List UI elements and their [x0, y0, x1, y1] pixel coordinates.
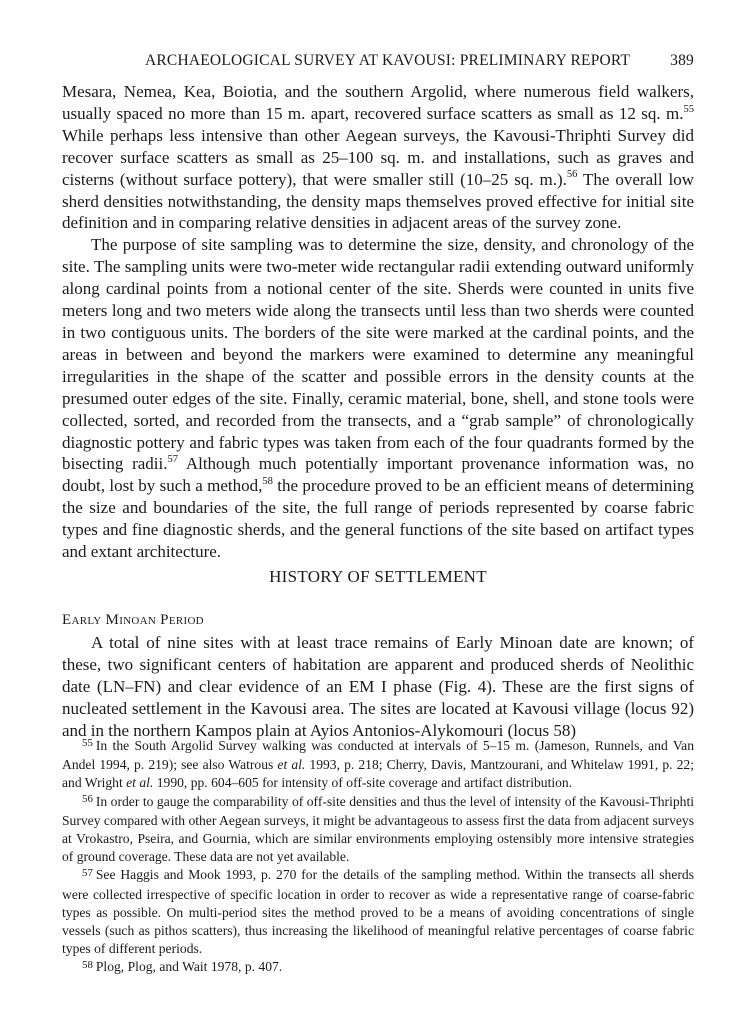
footnote-number: 55	[82, 737, 93, 750]
footnote-number: 56	[82, 792, 93, 805]
running-title: ARCHAEOLOGICAL SURVEY AT KAVOUSI: PRELIMINARY REPORT	[145, 52, 631, 69]
footnote-ref-58[interactable]: 58	[262, 476, 273, 488]
paragraph-site-sampling: The purpose of site sampling was to determine the size, density, and chronology of the site. The sampling units were two-meter wide rectangular radii extending outward uniformly along cardinal points from a notional center of the site. Sherds were counted in units five meters long and two meters wide along the transects until less than two sherds were counted in two contiguous units. The borders of the site were marked at the cardinal points, and the areas in between and beyond the markers were examined to determine any meaningful irregularities in the shape of the scatter and possible errors in the density counts at the presumed outer edges of the site. Finally, ceramic material, bone, shell, and stone tools were collected, sorted, and recorded from the transects, and a “grab sample” of chronologically diagnostic pottery and fabric types was taken from each of the four quadrants formed by the bisecting radii.$^{57}$ Although much potentially important provenance information was, no doubt, lost by such a method,$^{58}$ the procedure proved to be an efficient means of determining the size and boundaries of the site, the full range of periods represented by coarse fabric types and fine diagnostic sherds, and the general functions of the site based on artifact types and extant architecture.	[62, 235, 695, 562]
section-text	[62, 632, 694, 742]
footnote-ref-55[interactable]: 55	[683, 103, 694, 115]
footnote-55: $^{55}$ In the South Argolid Survey walking was conducted at intervals of 5–15 m. (Jameson, Runnels, and Van Andel 1994, p. 219); see also Watrous et al. 1993, p. 218; Cherry, Davis, Mantzourani, and Whitelaw 1991, p. 22; and Wright et al. 1990, pp. 604–605 for intensity of off-site coverage and artifact distribution.	[62, 737, 694, 791]
footnote-number: 58	[82, 958, 93, 971]
paragraph-density-comparison: Mesara, Nemea, Kea, Boiotia, and the southern Argolid, where numerous field walkers, usually spaced no more than 15 m. apart, recovered surface scatters as small as 12 sq. m.$^{55}$ While perhaps less intensive than other Aegean surveys, the Kavousi-Thriphti Survey did recover surface scatters as small as 25–100 sq. m. and installations, such as graves and cisterns (without surface pottery), that were smaller still (10–25 sq. m.).$^{56}$ The overall low sherd densities notwithstanding, the density maps themselves proved effective for initial site definition and in comparing relative densities in adjacent areas of the survey zone.	[62, 82, 694, 233]
body-text	[62, 81, 694, 563]
page-number: 389	[670, 52, 694, 69]
footnote-number: 57	[82, 866, 93, 879]
footnote-58: $^{58}$ Plog, Plog, and Wait 1978, p. 407.	[82, 958, 283, 975]
paragraph-early-minoan: A total of nine sites with at least trace remains of Early Minoan date are known; of these, two significant centers of habitation are apparent and produced sherds of Neolithic date (LN–FN) and clear evidence of an EM I phase (Fig. 4). These are the first signs of nucleated settlement in the Kavousi area. The sites are located at Kavousi village (locus 92) and in the northern Kampos plain at Ayios Antonios-Alykomouri (locus 58)	[62, 633, 694, 740]
subsection-heading: Early Minoan Period	[62, 612, 204, 628]
footnote-56: $^{56}$ In order to gauge the comparability of off-site densities and thus the level of intensity of the Kavousi-Thriphti Survey compared with other Aegean surveys, it might be advantageous to assess first the data from adjacent surveys at Vrokastro, Pseira, and Gournia, which are similar environments employing ostensibly more intensive strategies of ground coverage. These data are not yet available.	[62, 792, 694, 865]
footnotes	[62, 737, 694, 978]
footnote-57: $^{57}$ See Haggis and Mook 1993, p. 270 for the details of the sampling method. Within the transects all sherds were collected irrespective of specific location in order to recover as wide a representative range of coarse-fabric types as possible. On multi-period sites the method proved to be a means of avoiding concentrations of single vessels (such as pithos scatters), thus increasing the likelihood of meaningful relative percentages of coarse fabric types of different periods.	[62, 866, 694, 957]
footnote-ref-57[interactable]: 57	[167, 454, 179, 466]
section-heading: HISTORY OF SETTLEMENT	[269, 567, 487, 586]
footnote-ref-56[interactable]: 56	[566, 169, 578, 181]
running-head	[62, 52, 694, 74]
